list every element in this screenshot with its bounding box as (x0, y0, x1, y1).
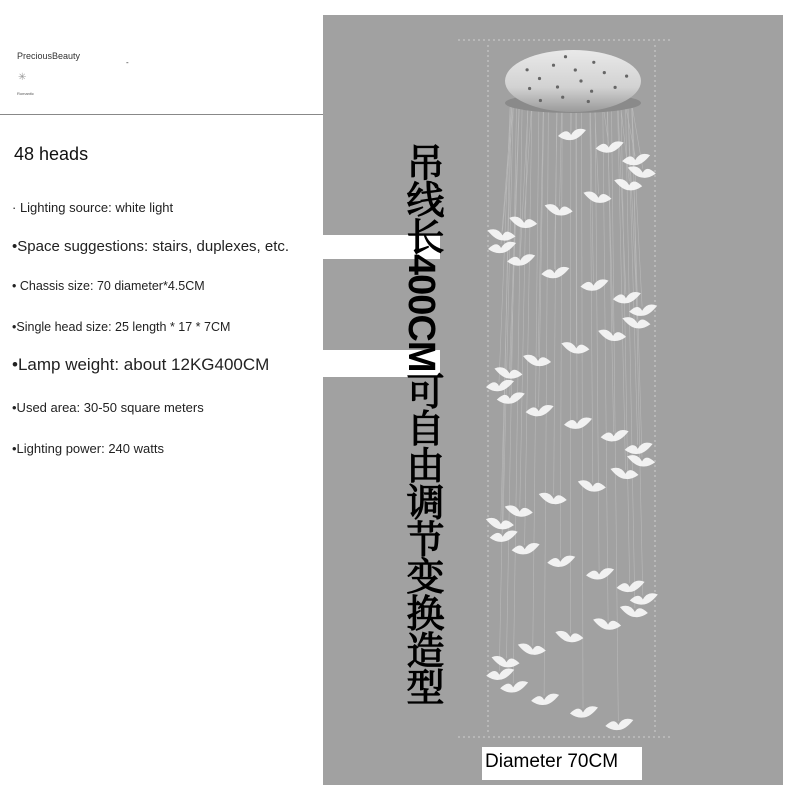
crystal-bird (509, 217, 537, 228)
cable-length-text: 吊线长400CM可自由调节变换造型 (400, 143, 442, 705)
crystal-bird (486, 669, 514, 680)
spec-chassis: • Chassis size: 70 diameter*4.5CM (12, 279, 205, 293)
crystal-bird (596, 141, 624, 152)
crystal-bird (586, 568, 614, 579)
crystal-bird (580, 279, 608, 290)
canopy-dot (574, 68, 577, 71)
product-photo (323, 15, 783, 785)
canopy-dot (528, 87, 531, 90)
spec-single-head: •Single head size: 25 length * 17 * 7CM (12, 320, 231, 334)
crystal-bird (487, 229, 515, 240)
suspension-wire (544, 107, 548, 696)
brand-tagline: Romantic (17, 91, 34, 96)
spec-space: •Space suggestions: stairs, duplexes, etc. (12, 238, 290, 255)
crystal-bird (617, 581, 645, 592)
sparkle-icon: ✳ (18, 72, 27, 83)
suspension-wire (582, 107, 584, 708)
suspension-wire (533, 107, 539, 646)
crystal-bird (539, 493, 567, 504)
crystal-bird (628, 166, 656, 177)
suspension-wire (618, 107, 626, 294)
crystal-bird (605, 719, 633, 730)
spec-power: •Lighting power: 240 watts (12, 441, 164, 456)
crystal-bird (492, 656, 520, 667)
crystal-bird (526, 405, 554, 416)
suspension-wire (510, 107, 520, 395)
suspension-wire (632, 107, 643, 596)
crystal-bird (545, 204, 573, 215)
canopy-dot (592, 61, 595, 64)
crystal-bird (627, 455, 655, 466)
divider (0, 114, 323, 115)
brand-dash: - (126, 58, 129, 67)
canopy-dot (579, 79, 582, 82)
canopy-dot (590, 90, 593, 93)
crystal-bird (561, 342, 589, 353)
chandelier-illustration (323, 15, 783, 785)
canopy-dot (614, 86, 617, 89)
suspension-wire (576, 107, 577, 420)
crystal-bird (601, 430, 629, 441)
canopy-dot (564, 55, 567, 58)
crystal-bird (578, 480, 606, 491)
crystal-bird (486, 518, 514, 529)
suspension-wire (603, 107, 608, 621)
crystal-bird (625, 443, 653, 454)
suspension-wire (554, 107, 557, 495)
suspension-wire (608, 107, 614, 432)
crystal-bird (512, 543, 540, 554)
crystal-birds (486, 129, 658, 730)
crystal-bird (518, 643, 546, 654)
canopy-dot (561, 96, 564, 99)
canopy-dot (556, 85, 559, 88)
brand-name: PreciousBeauty (17, 51, 81, 61)
suspension-wire (538, 107, 543, 357)
crystal-bird (630, 593, 658, 604)
canopy-dot (538, 77, 541, 80)
crystal-bird (555, 631, 583, 642)
suspension-wire (525, 107, 532, 545)
suspension-wires (499, 107, 643, 721)
crystal-bird (622, 317, 650, 328)
crystal-bird (610, 468, 638, 479)
crystal-bird (547, 556, 575, 567)
spec-weight: •Lamp weight: about 12KG400CM (12, 355, 270, 374)
crystal-bird (507, 254, 535, 265)
diameter-label: Diameter 70CM (485, 751, 619, 772)
crystal-bird (583, 192, 611, 203)
crystal-bird (531, 694, 559, 705)
crystal-bird (620, 606, 648, 617)
crystal-bird (614, 179, 642, 190)
suspension-wire (621, 107, 630, 583)
crystal-bird (570, 706, 598, 717)
suspension-wire (560, 107, 562, 558)
spec-area: •Used area: 30-50 square meters (12, 400, 204, 415)
canopy-dot (539, 99, 542, 102)
canopy (505, 50, 641, 113)
canopy-dot (587, 100, 590, 103)
canopy-dot (625, 75, 628, 78)
heads-count: 48 heads (14, 144, 89, 164)
canopy-dot (552, 64, 555, 67)
crystal-bird (564, 417, 592, 428)
crystal-bird (490, 530, 518, 541)
canopy-dot (603, 71, 606, 74)
spec-lighting-source: · Lighting source: white light (12, 200, 174, 215)
suspension-wire (560, 107, 562, 206)
crystal-bird (500, 681, 528, 692)
canopy-dot (526, 68, 529, 71)
crystal-bird (629, 305, 657, 316)
crystal-bird (598, 330, 626, 341)
crystal-bird (497, 392, 525, 403)
suspension-wire (595, 107, 599, 570)
crystal-bird (488, 242, 516, 253)
